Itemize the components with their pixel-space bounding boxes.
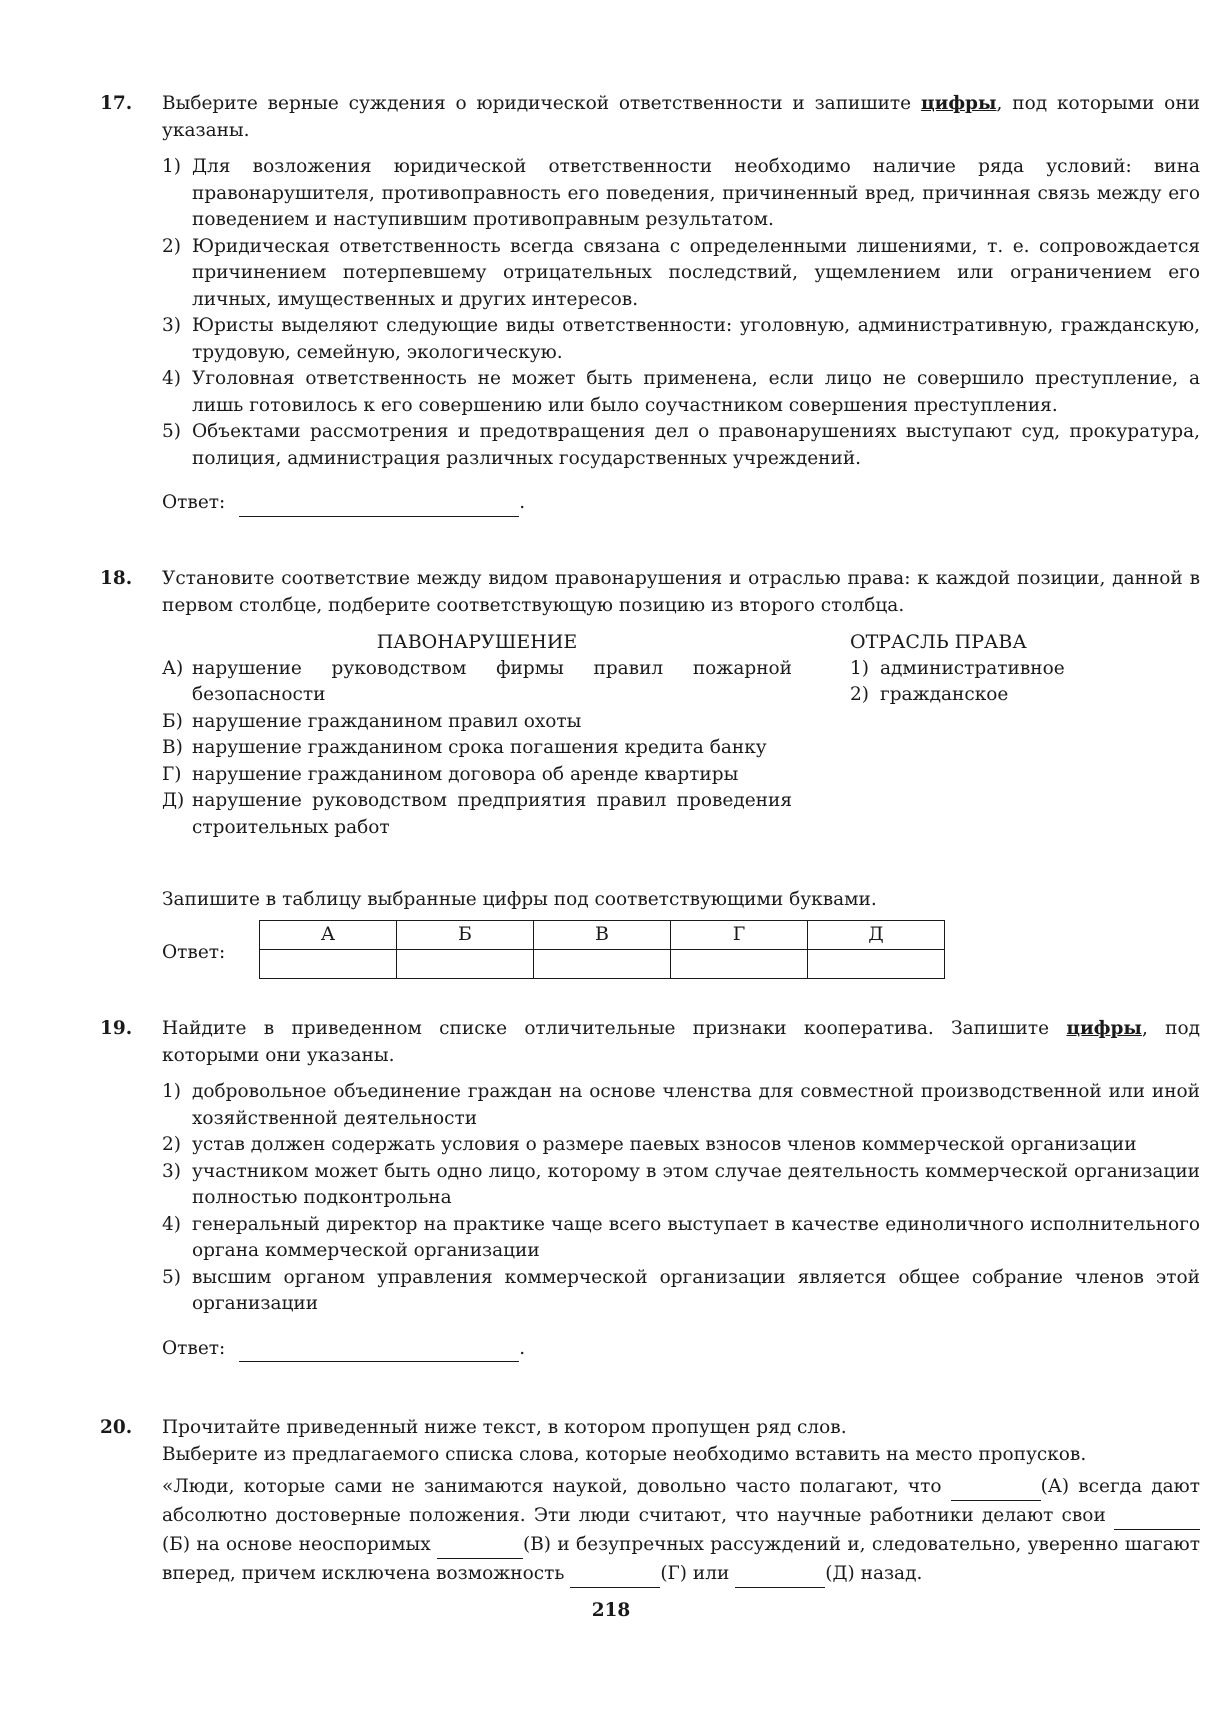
gap-blank[interactable] [1114,1509,1200,1530]
offense-item: Б) нарушение гражданином правил охоты [162,710,582,732]
gap-blank[interactable] [951,1480,1041,1501]
column-header: ОТРАСЛЬ ПРАВА [850,631,1027,653]
page-number: 218 [591,1600,631,1621]
option-item: 4) Уголовная ответственность не может быть применена, если лицо не совершило преступление, а лишь готовилось к его совершению или было соучастником совершения преступления. [162,368,1200,416]
option-item: 3) участником может быть одно лицо, которому в этом случае деятельность коммерческой организации полностью подконтрольна [162,1160,1200,1208]
answer-row: Ответ: . [162,1336,1200,1363]
answer-blank[interactable] [239,496,519,517]
law-branch-item: 1) административное [850,657,1065,679]
column-header: ПАВОНАРУШЕНИЕ [376,631,578,653]
answer-col-header: В [534,920,671,949]
options-list [162,154,1200,472]
gap-text: «Люди, которые сами не занимаются наукой, довольно часто полагают, что (А) всегда дают абсолютно достоверные положения. Эти люди считают, что научные работники делают свои (Б) на основе неоспоримых (В) и безупречных рассуждений и, следовательно, уверенно шагают вперед, причем исключена возможность (Г) или (Д) назад. [162,1472,1200,1588]
emphasis-digits: цифры [920,93,997,114]
answer-table [259,920,945,979]
task-number: 18. [100,568,133,589]
gap-blank[interactable] [570,1567,660,1588]
matching-columns [162,629,1200,879]
answer-cell[interactable] [260,949,397,978]
task-question: Установите соответствие между видом правонарушения и отраслью права: к каждой позиции, данной в первом столбце, подберите соответствующую позицию из второго столбца. [162,568,1200,616]
answer-table-row [162,920,1200,990]
option-item: 2) Юридическая ответственность всегда связана с определенными лишениями, т. е. сопровождается причинением потерпевшему отрицательных последствий, ущемлением или ограничением его личных, имущественных и других интересов. [162,235,1200,310]
task-number: 19. [100,1018,133,1039]
answer-cell[interactable] [808,949,945,978]
offense-item: В) нарушение гражданином срока погашения кредита банку [162,737,767,758]
task-instruction: Выберите из предлагаемого списка слова, которые необходимо вставить на место пропусков. [162,1443,1087,1465]
answer-blank[interactable] [239,1341,519,1362]
answer-cell[interactable] [534,949,671,978]
gap-blank[interactable] [735,1567,825,1588]
option-item: 2) устав должен содержать условия о размере паевых взносов членов коммерческой организации [162,1134,1137,1155]
task-intro: Прочитайте приведенный ниже текст, в котором пропущен ряд слов. [162,1417,847,1438]
answer-label: Ответ: [162,492,226,513]
answer-col-header: Г [671,920,808,949]
task-question: Найдите в приведенном списке отличительные признаки кооператива. Запишите цифры, под которыми они указаны. [162,1018,1200,1066]
answer-label: Ответ: [162,941,226,963]
option-item: 1) добровольное объединение граждан на основе членства для совместной производственной или иной хозяйственной деятельности [162,1081,1200,1129]
option-item: 4) генеральный директор на практике чаще всего выступает в качестве единоличного исполнительного органа коммерческой организации [162,1213,1200,1261]
option-item: 5) Объектами рассмотрения и предотвращения дел о правонарушениях выступают суд, прокуратура, полиция, администрация различных государственных учреждений. [162,421,1200,469]
answer-label: Ответ: [162,1337,226,1359]
offense-column [162,629,792,841]
answer-table-body [260,949,945,978]
answer-col-header: Б [397,920,534,949]
answer-col-header: Д [808,920,945,949]
option-item: 3) Юристы выделяют следующие виды ответственности: уголовную, административную, гражданскую, трудовую, семейную, экологическую. [162,315,1200,363]
option-item: 5) высшим органом управления коммерческой организации является общее собрание членов этой организации [162,1266,1200,1314]
gap-blank[interactable] [437,1538,523,1559]
options-list [162,1079,1200,1318]
answer-row: Ответ: . [162,490,1200,517]
offense-item: Д) нарушение руководством предприятия правил проведения строительных работ [162,790,792,838]
option-item: 1) Для возложения юридической ответственности необходимо наличие ряда условий: вина правонарушителя, противоправность его поведения, причиненный вред, причинная связь между его поведением и наступившим противоправным результатом. [162,156,1200,230]
task-number: 20. [100,1417,133,1438]
table-instruction: Запишите в таблицу выбранные цифры под соответствующими буквами. [162,889,877,910]
offense-item: А) нарушение руководством фирмы правил пожарной безопасности [162,657,792,705]
answer-col-header: А [260,920,397,949]
offense-item: Г) нарушение гражданином договора об аренде квартиры [162,763,739,785]
answer-cell[interactable] [671,949,808,978]
law-branch-item: 2) гражданское [850,684,1009,705]
law-branch-column [850,629,1180,709]
emphasis-digits: цифры [1066,1018,1142,1039]
task-question: Выберите верные суждения о юридической ответственности и запишите цифры, под которыми они указаны. [162,93,1200,141]
answer-table-header [260,920,945,949]
law-branch-list [850,656,1180,709]
answer-cell[interactable] [397,949,534,978]
offense-list [162,656,792,842]
task-number: 17. [100,93,133,114]
